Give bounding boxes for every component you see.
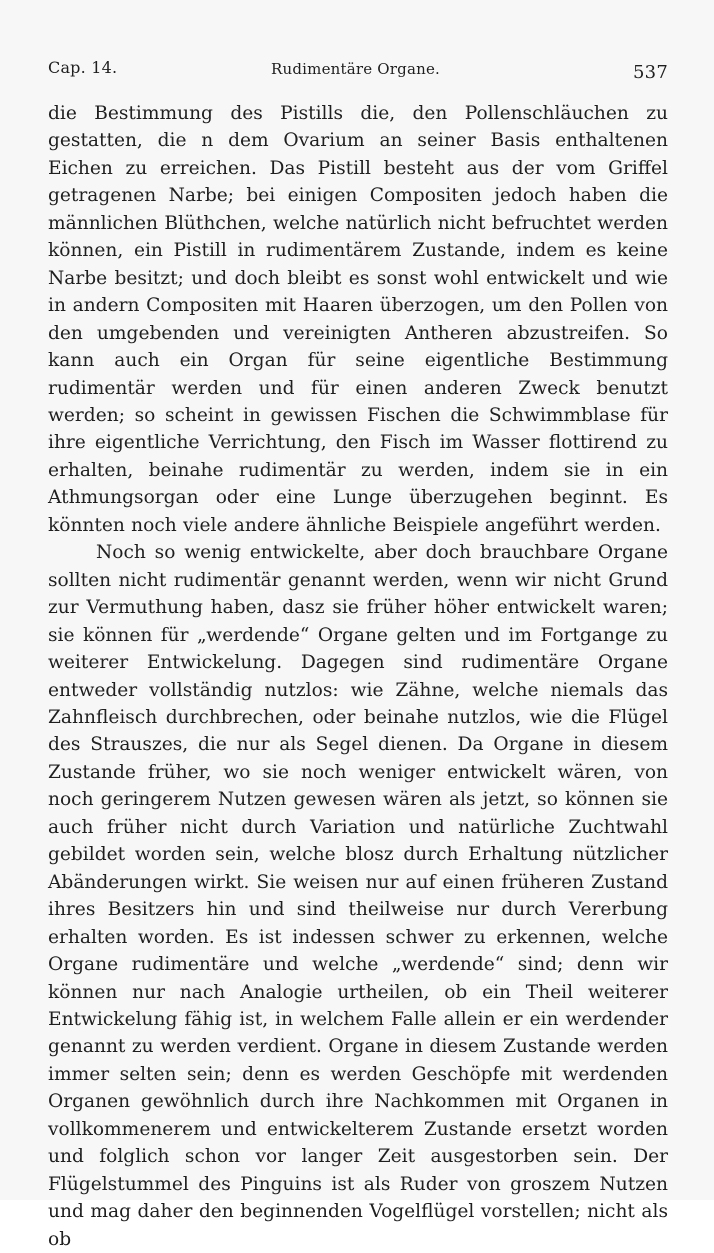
running-header bbox=[48, 50, 668, 82]
page-number: 537 bbox=[633, 62, 668, 83]
chapter-label: Cap. 14. bbox=[48, 58, 118, 77]
body-text bbox=[48, 100, 668, 1253]
running-title: Rudimentäre Organe. bbox=[271, 60, 441, 78]
paragraph-continued: die Bestimmung des Pistills die, den Pollenschläuchen zu gestatten, die n dem Ovarium an seiner Basis enthaltenen Eichen zu erreichen. Das Pistill besteht aus der vom Griffel getragenen Narbe; bei einigen Compositen jedoch haben die männlichen Blüthchen, welche natürlich nicht befruchtet werden können, ein Pistill in rudimentärem Zustande, indem es keine Narbe besitzt; und doch bleibt es sonst wohl entwickelt und wie in andern Compositen mit Haaren überzogen, um den Pollen von den umgebenden und vereinigten Antheren abzustreifen. So kann auch ein Organ für seine eigentliche Bestimmung rudimentär werden und für einen anderen Zweck benutzt werden; so scheint in gewissen Fischen die Schwimmblase für ihre eigentliche Verrichtung, den Fisch im Wasser flottirend zu erhalten, beinahe rudimentär zu werden, indem sie in ein Athmungsorgan oder eine Lunge überzugehen beginnt. Es könnten noch viele andere ähnliche Beispiele angeführt werden. bbox=[48, 103, 668, 536]
paragraph: Noch so wenig entwickelte, aber doch brauchbare Organe sollten nicht rudimentär genannt werden, wenn wir nicht Grund zur Vermuthung haben, dasz sie früher höher entwickelt waren; sie können für „werdende“ Organe gelten und im Fortgange zu weiterer Entwickelung. Dagegen sind rudimentäre Organe entweder vollständig nutzlos: wie Zähne, welche niemals das Zahnfleisch durchbrechen, oder beinahe nutzlos, wie die Flügel des Strauszes, die nur als Segel dienen. Da Organe in diesem Zustande früher, wo sie noch weniger entwickelt wären, von noch geringerem Nutzen gewesen wären als jetzt, so können sie auch früher nicht durch Variation und natürliche Zuchtwahl gebildet worden sein, welche blosz durch Erhaltung nützlicher Abänderungen wirkt. Sie weisen nur auf einen früheren Zustand ihres Besitzers hin und sind theilweise nur durch Vererbung erhalten worden. Es ist indessen schwer zu erkennen, welche Organe rudimentäre und welche „werdende“ sind; denn wir können nur nach Analogie urtheilen, ob ein Theil weiterer Entwickelung fähig ist, in welchem Falle allein er ein werdender genannt zu werden verdient. Organe in diesem Zustande werden immer selten sein; denn es werden Geschöpfe mit werdenden Organen gewöhnlich durch ihre Nachkommen mit Organen in vollkommenerem und entwickelterem Zustande ersetzt worden und folglich schon vor langer Zeit ausgestorben sein. Der Flügelstummel des Pinguins ist als Ruder von groszem Nutzen und mag daher den beginnenden Vogelflügel vorstellen; nicht als ob bbox=[48, 542, 668, 1250]
